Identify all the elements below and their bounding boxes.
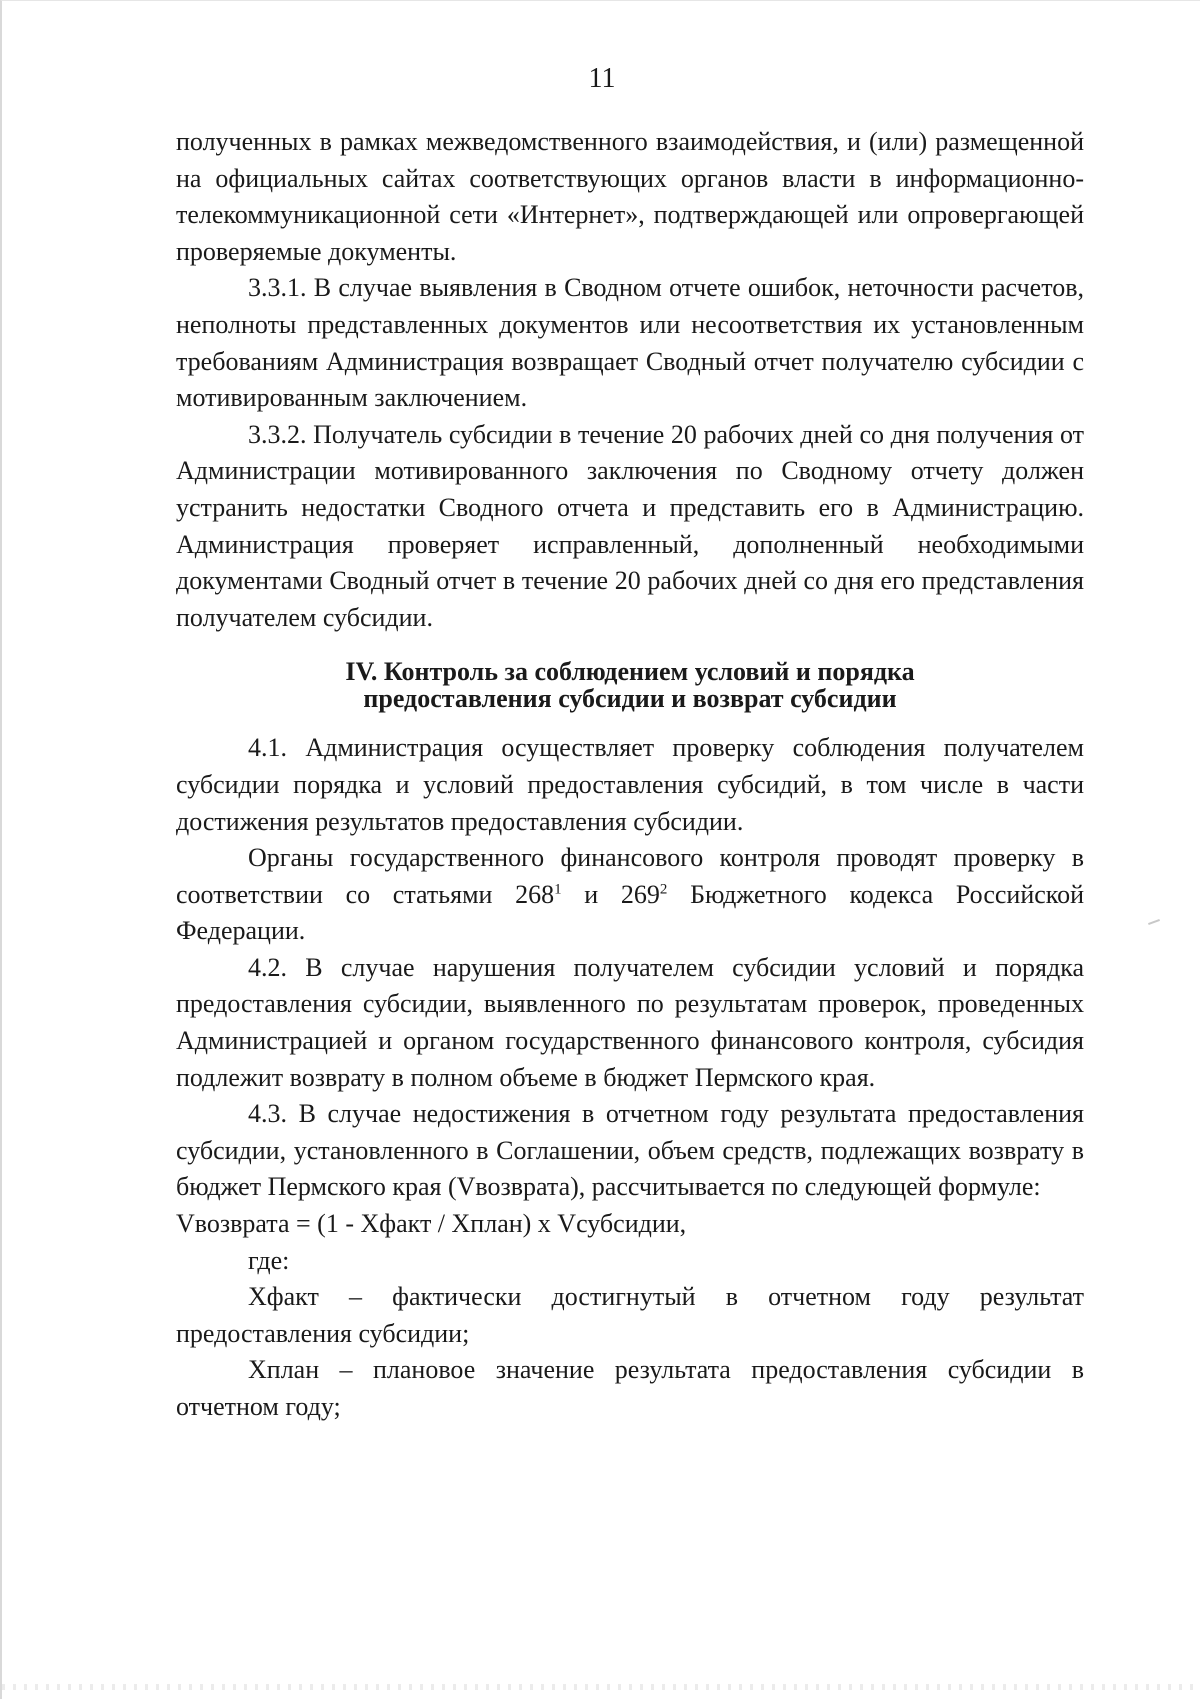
return-formula: Vвозврата = (1 - Хфакт / Хплан) х Vсубсидии, [176, 1209, 687, 1239]
definition-x-plan: Хплан – плановое значение результата предоставления субсидии в отчетном году; [176, 1355, 1084, 1421]
section-heading-line-2: предоставления субсидии и возврат субсидии [363, 684, 897, 714]
page-number: 11 [588, 63, 616, 94]
definition-x-fact: Хфакт – фактически достигнутый в отчетном году результат предоставления субсидии; [176, 1282, 1084, 1348]
paragraph-4-1: 4.1. Администрация осуществляет проверку соблюдения получателем субсидии порядка и условий предоставления субсидий, в том числе в части достижения результатов предоставления субсидии. [176, 733, 1084, 836]
document-body [176, 124, 1084, 1426]
paragraph-financial-control [176, 840, 1084, 950]
paragraph-3-3-1: 3.3.1. В случае выявления в Сводном отчете ошибок, неточности расчетов, неполноты представленных документов или несоответствия их установленным требованиям Администрация возвращает Сводный отчет получателю субсидии с мотивированным заключением. [176, 273, 1084, 413]
superscript-1: 1 [554, 881, 562, 898]
paragraph-3-3-2: 3.3.2. Получатель субсидии в течение 20 рабочих дней со дня получения от Администрации мотивированного заключения по Сводному отчету должен устранить недостатки Сводного отчета и представить его в Администрацию. Администрация проверяет исправленный, дополненный необходимыми документами Сводный отчет в течение 20 рабочих дней со дня его представления получателем субсидии. [176, 419, 1084, 632]
section-heading-line-1: IV. Контроль за соблюдением условий и порядка [345, 657, 915, 687]
scan-mark [1148, 919, 1160, 925]
superscript-2: 2 [659, 881, 668, 898]
financial-control-text-start: Органы государственного финансового контроля проводят проверку в соответствии со статьями 268 [176, 843, 1084, 909]
paragraph-4-3: 4.3. В случае недостижения в отчетном году результата предоставления субсидии, установленного в Соглашении, объем средств, подлежащих возврату в бюджет Пермского края (Vвозврата), рассчитывается по следующей формуле: [176, 1099, 1084, 1202]
scan-edge-noise [2, 1684, 1200, 1690]
paragraph-continuation: полученных в рамках межведомственного взаимодействия, и (или) размещенной на официальных сайтах соответствующих органов власти в информационно-телекоммуникационной сети «Интернет», подтверждающей или опровергающей проверяемые документы. [176, 127, 1084, 266]
section-heading [176, 658, 1084, 712]
where-label: где: [248, 1245, 290, 1275]
financial-control-text-middle: и 269 [561, 879, 660, 909]
financial-control-text-end: Бюджетного кодекса Российской Федерации. [176, 879, 1085, 946]
paragraph-4-2: 4.2. В случае нарушения получателем субсидии условий и порядка предоставления субсидии, выявленного по результатам проверок, проведенных Администрацией и органом государственного финансового контроля, субсидия подлежит возврату в полном объеме в бюджет Пермского края. [176, 952, 1084, 1092]
